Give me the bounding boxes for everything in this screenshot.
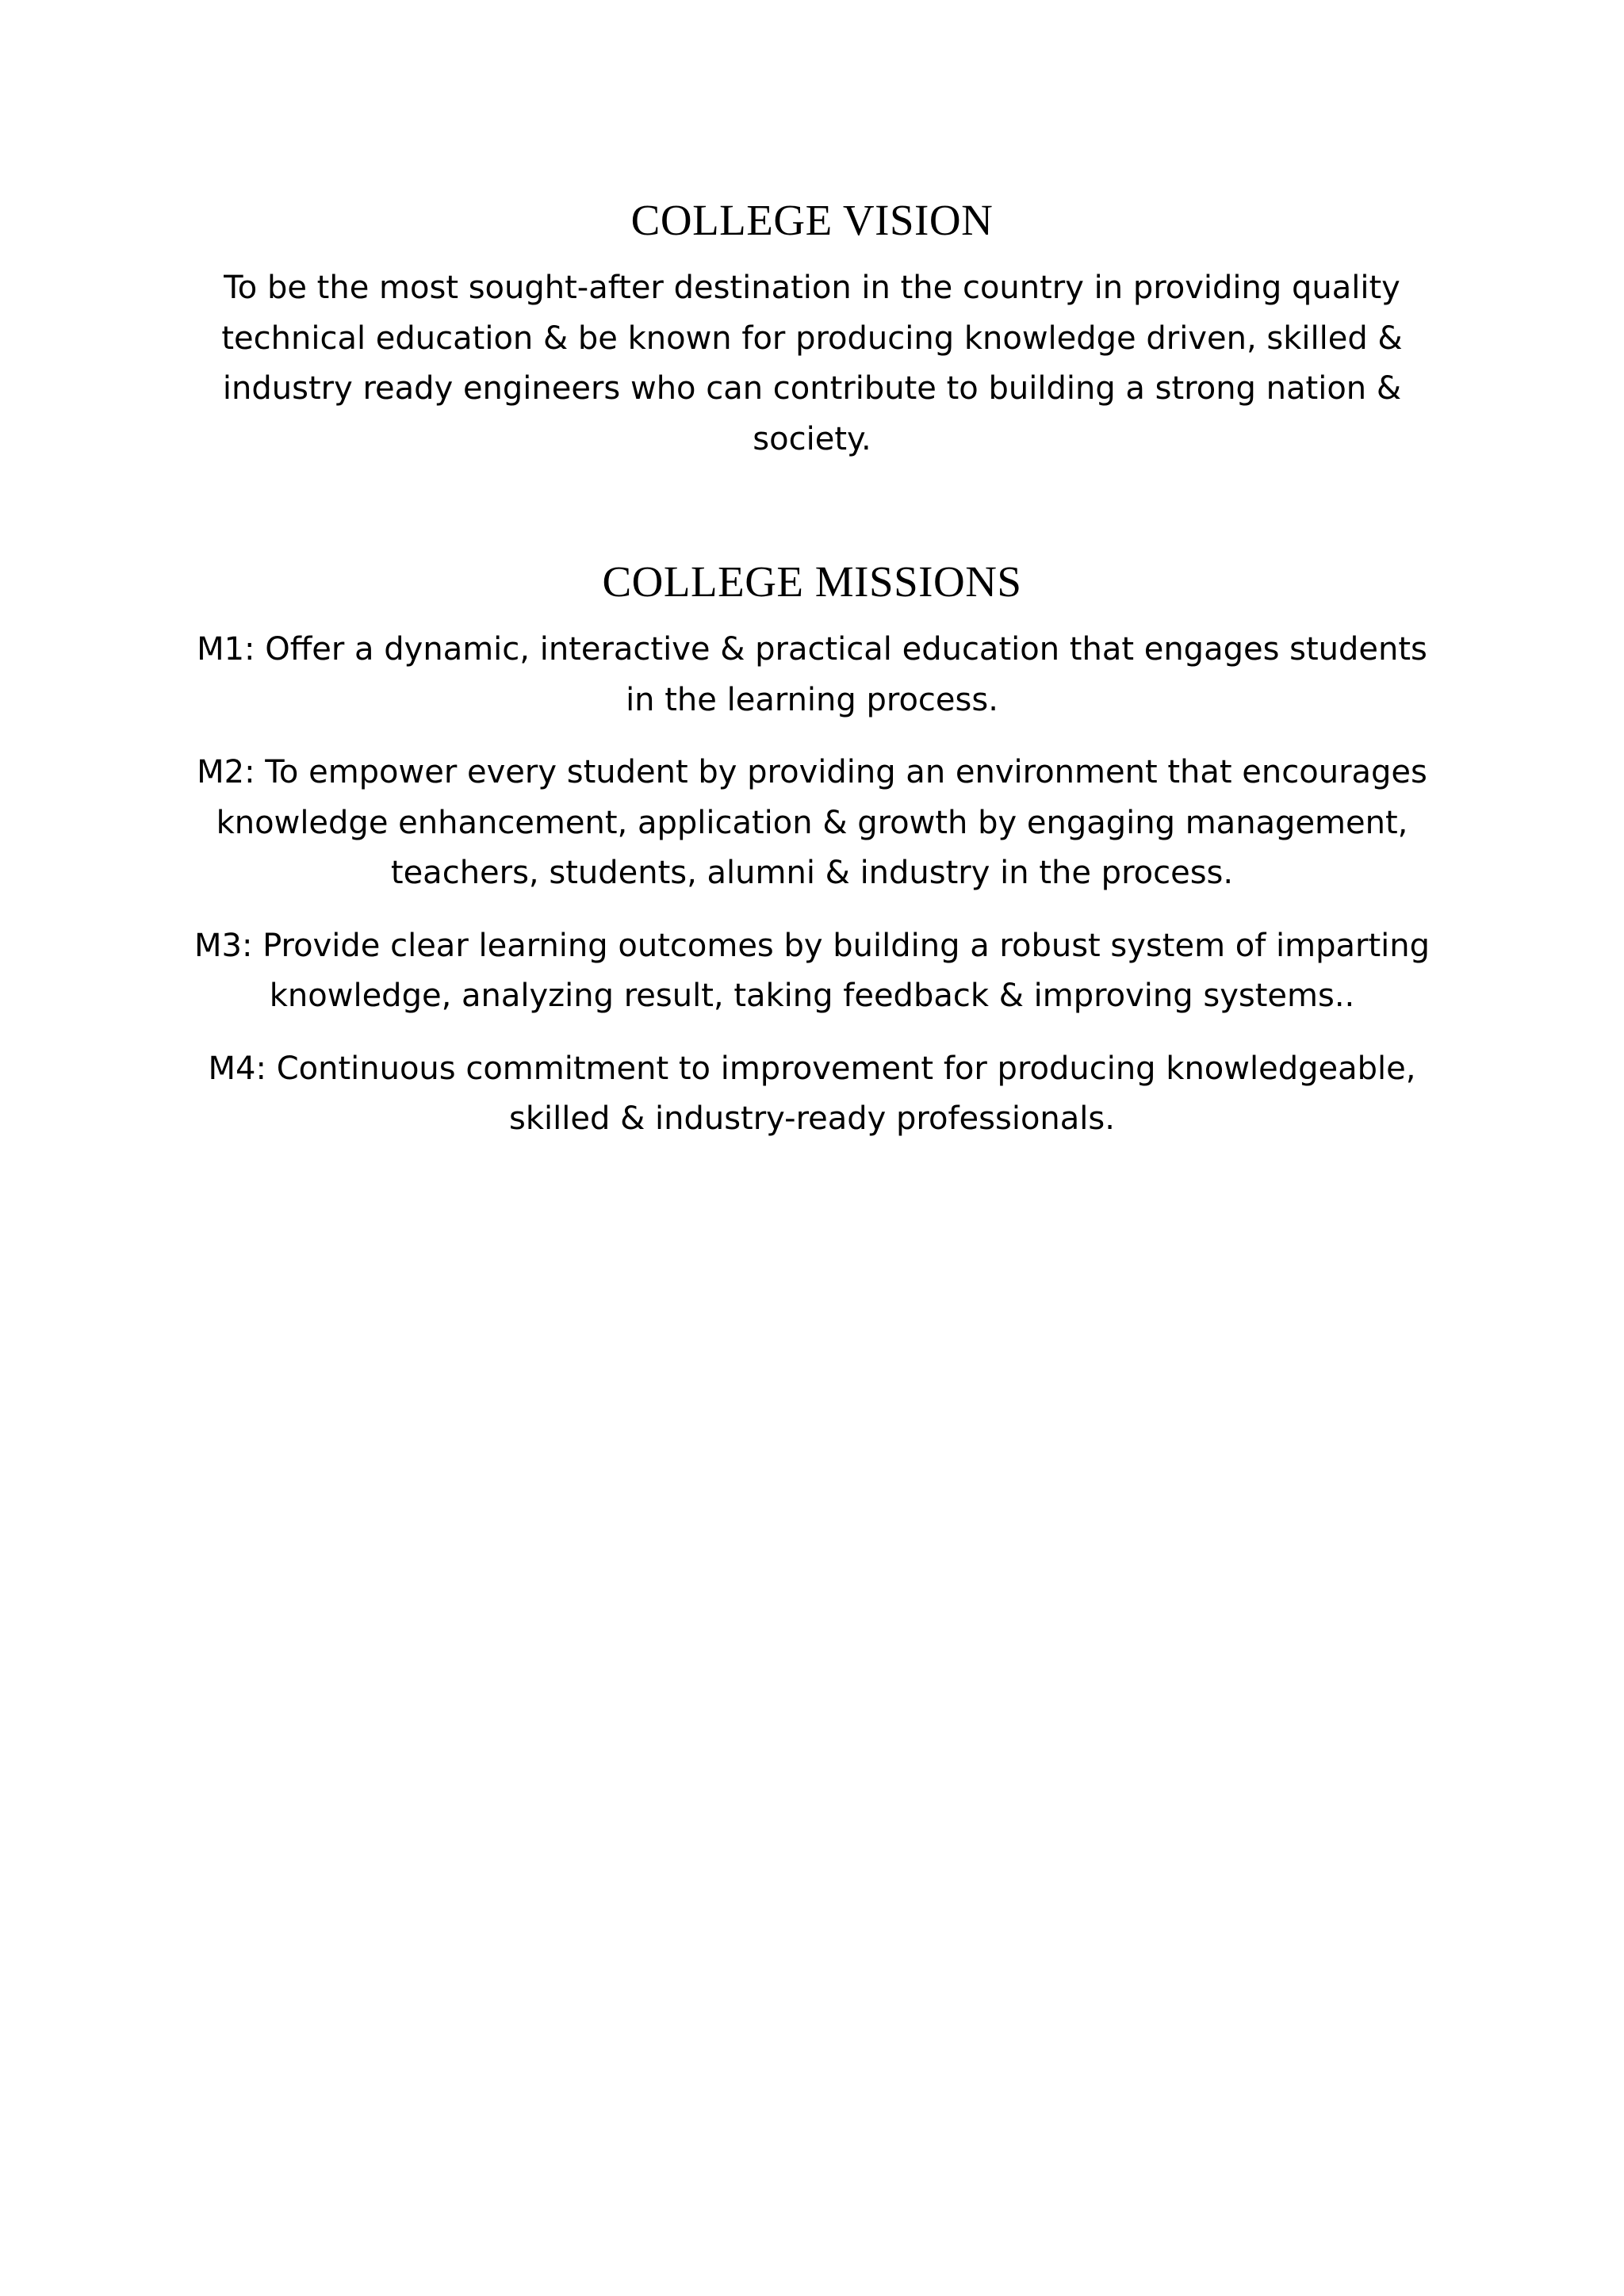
mission-line: knowledge, analyzing result, taking feedback & improving systems..	[269, 978, 1355, 1014]
vision-heading: COLLEGE VISION	[630, 196, 994, 244]
mission-line: skilled & industry-ready professionals.	[509, 1100, 1115, 1137]
mission-line: M4: Continuous commitment to improvement for producing knowledgeable,	[208, 1050, 1416, 1087]
mission-m4	[0, 1044, 1624, 1145]
vision-line: To be the most sought-after destination in the country in providing quality	[224, 270, 1400, 306]
vision-line: technical education & be known for producing knowledge driven, skilled &	[221, 320, 1403, 357]
mission-line: in the learning process.	[626, 681, 998, 718]
vision-line: industry ready engineers who can contribute to building a strong nation &	[222, 370, 1402, 407]
mission-line: M3: Provide clear learning outcomes by building a robust system of imparting	[193, 927, 1430, 964]
missions-section	[0, 557, 1624, 1167]
mission-m2	[0, 748, 1624, 899]
missions-heading: COLLEGE MISSIONS	[602, 557, 1022, 606]
mission-line: knowledge enhancement, application & growth by engaging management,	[216, 804, 1408, 841]
mission-line: M1: Offer a dynamic, interactive & practical education that engages students	[197, 631, 1427, 668]
mission-line: teachers, students, alumni & industry in the process.	[390, 855, 1234, 891]
vision-line: society.	[753, 420, 871, 457]
mission-m3	[0, 921, 1624, 1022]
vision-statement	[0, 263, 1624, 465]
mission-m1	[0, 625, 1624, 725]
mission-line: M2: To empower every student by providing an environment that encourages	[197, 754, 1427, 790]
vision-section	[0, 195, 1624, 465]
